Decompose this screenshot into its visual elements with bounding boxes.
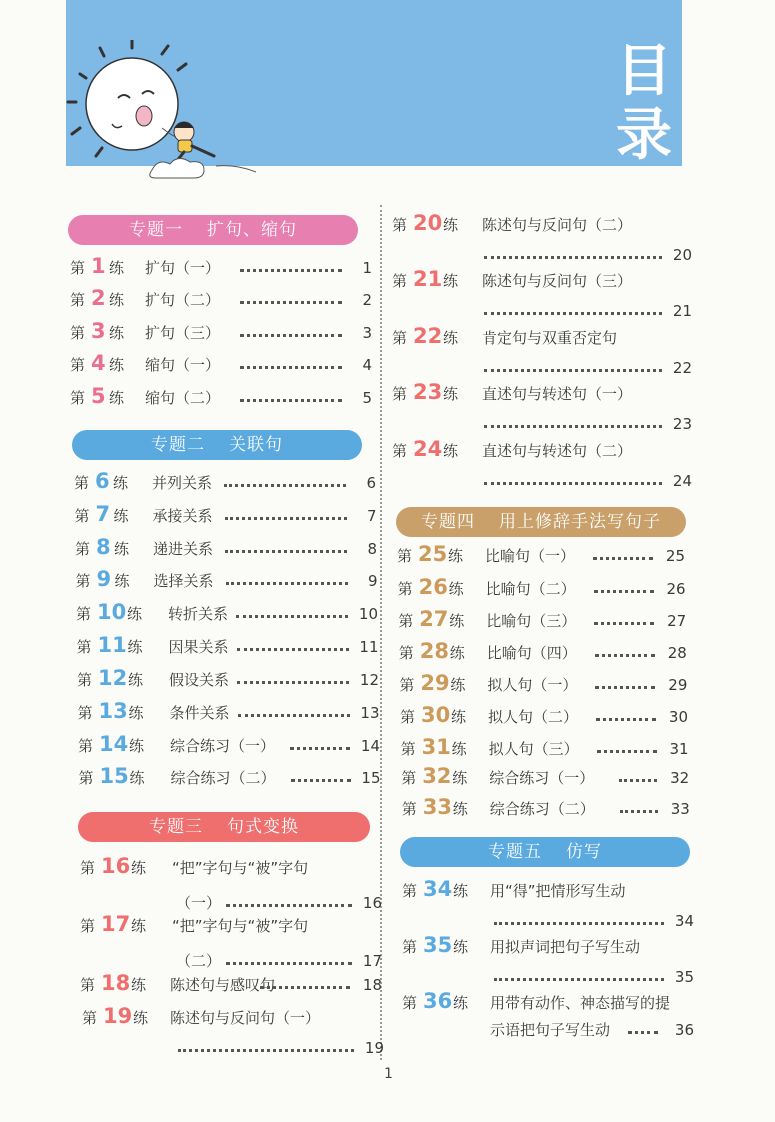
toc-entry[interactable] [398, 608, 698, 634]
exercise-number: 15 [99, 764, 129, 788]
exercise-title: 承接关系 [152, 507, 213, 525]
toc-entry[interactable] [80, 912, 382, 970]
toc-entry[interactable] [402, 796, 702, 822]
toc-entry[interactable] [70, 352, 370, 378]
di-label: 第 [392, 272, 408, 290]
lian-label: 练 [449, 612, 465, 630]
page-ref: 20 [672, 246, 692, 264]
topic-title: 专题四 [421, 512, 475, 532]
leader-dots [260, 986, 350, 989]
leader-dots [240, 334, 342, 337]
lian-label: 练 [449, 644, 465, 662]
leader-dots [484, 256, 662, 259]
toc-entry[interactable] [392, 380, 692, 433]
exercise-number: 13 [98, 699, 128, 723]
page-ref: 26 [666, 580, 686, 598]
page-ref: 6 [366, 474, 376, 492]
exercise-number: 35 [423, 933, 453, 957]
lian-label: 练 [113, 474, 129, 492]
lian-label: 练 [448, 580, 464, 598]
toc-entry[interactable] [399, 672, 699, 698]
exercise-title: 陈述句与反问句（一） [170, 1009, 321, 1027]
lian-label: 练 [452, 800, 468, 818]
exercise-number: 14 [99, 732, 129, 756]
di-label: 第 [70, 291, 86, 309]
exercise-title: 拟人句（二） [488, 708, 579, 726]
lian-label: 练 [131, 859, 147, 877]
page-ref: 11 [359, 638, 379, 656]
di-label: 第 [392, 385, 408, 403]
exercise-number: 23 [413, 380, 443, 404]
lian-label: 练 [109, 356, 125, 374]
page-ref: 19 [364, 1039, 384, 1057]
di-label: 第 [400, 740, 416, 758]
lian-label: 练 [109, 259, 125, 277]
exercise-title: 综合练习（一） [170, 737, 276, 755]
di-label: 第 [392, 329, 408, 347]
exercise-number: 7 [95, 502, 111, 526]
exercise-number: 29 [420, 671, 450, 695]
toc-entry[interactable] [78, 700, 378, 726]
lian-label: 练 [127, 605, 143, 623]
topic-title: 专题五 [488, 842, 542, 862]
toc-entry[interactable] [70, 385, 370, 411]
exercise-number: 20 [413, 211, 443, 235]
di-label: 第 [77, 704, 93, 722]
di-label: 第 [78, 769, 94, 787]
di-label: 第 [400, 708, 416, 726]
exercise-title: 拟人句（三） [488, 740, 579, 758]
di-label: 第 [398, 612, 414, 630]
toc-entry[interactable] [82, 1004, 384, 1057]
di-label: 第 [76, 605, 92, 623]
page-ref: 24 [672, 472, 692, 490]
toc-entry[interactable] [397, 543, 697, 569]
lian-label: 练 [452, 769, 468, 787]
di-label: 第 [77, 671, 93, 689]
exercise-number: 8 [96, 535, 111, 559]
lian-label: 练 [443, 442, 459, 460]
exercise-number: 2 [91, 286, 106, 310]
topic-subtitle: 扩句、缩句 [207, 220, 297, 240]
lian-label: 练 [443, 385, 459, 403]
di-label: 第 [82, 1009, 98, 1027]
exercise-title: 直述句与转述句（一） [482, 385, 633, 403]
leader-dots [619, 779, 657, 782]
page-ref: 25 [665, 547, 685, 565]
page-ref: 30 [668, 708, 688, 726]
leader-dots [628, 1031, 658, 1034]
exercise-title: 并列关系 [152, 474, 213, 492]
exercise-title: 扩句（三） [145, 324, 221, 342]
exercise-number: 16 [101, 854, 131, 878]
page-ref: 5 [362, 389, 372, 407]
lian-label: 练 [131, 976, 147, 994]
lian-label: 练 [113, 507, 129, 525]
lian-label: 练 [133, 1009, 149, 1027]
exercise-number: 33 [422, 795, 453, 819]
exercise-number: 26 [418, 575, 448, 599]
lian-label: 练 [109, 389, 125, 407]
leader-dots [484, 312, 662, 315]
lian-label: 练 [114, 572, 130, 590]
exercise-number: 30 [421, 703, 451, 727]
page-ref: 1 [362, 259, 372, 277]
topic-subtitle: 关联句 [229, 435, 283, 455]
page-ref: 36 [674, 1021, 694, 1039]
exercise-number: 32 [422, 764, 452, 788]
di-label: 第 [402, 938, 418, 956]
toc-entry[interactable] [392, 437, 692, 490]
topic-header [396, 507, 686, 537]
toc-entry[interactable] [80, 854, 382, 912]
exercise-number: 4 [91, 351, 106, 375]
exercise-title: 扩句（一） [145, 259, 221, 277]
lian-label: 练 [109, 324, 125, 342]
exercise-title: 转折关系 [168, 605, 229, 623]
exercise-number: 22 [413, 324, 443, 348]
lian-label: 练 [448, 547, 464, 565]
exercise-number: 27 [419, 607, 449, 631]
toc-entry[interactable] [402, 933, 702, 986]
exercise-number: 25 [418, 542, 448, 566]
exercise-number: 28 [419, 639, 450, 663]
di-label: 第 [80, 859, 96, 877]
di-label: 第 [392, 216, 408, 234]
exercise-number: 31 [421, 735, 451, 759]
lian-label: 练 [451, 708, 467, 726]
exercise-title: 用拟声词把句子写生动 [490, 938, 641, 956]
leader-dots [594, 622, 654, 625]
di-label: 第 [402, 882, 418, 900]
di-label: 第 [398, 644, 414, 662]
di-label: 第 [402, 994, 418, 1012]
exercise-title: 缩句（一） [145, 356, 221, 374]
di-label: 第 [399, 676, 415, 694]
sun-kid-illustration [66, 40, 286, 190]
exercise-title: 肯定句与双重否定句 [482, 329, 618, 347]
exercise-number: 18 [101, 971, 131, 995]
leader-dots [225, 517, 347, 520]
exercise-title: 陈述句与反问句（二） [482, 216, 633, 234]
exercise-title: 用带有动作、神态描写的提 [490, 994, 671, 1012]
topic-header [72, 430, 362, 460]
exercise-title: 缩句（二） [145, 389, 221, 407]
page-ref: 15 [361, 769, 381, 787]
leader-dots [290, 747, 350, 750]
lian-label: 练 [129, 769, 145, 787]
page-ref: 29 [668, 676, 688, 694]
leader-dots [595, 686, 655, 689]
leader-dots [236, 615, 348, 618]
leader-dots [484, 482, 662, 485]
exercise-number: 21 [413, 267, 443, 291]
di-label: 第 [70, 356, 86, 374]
exercise-number: 34 [423, 877, 453, 901]
lian-label: 练 [129, 737, 145, 755]
leader-dots [620, 810, 658, 813]
leader-dots [484, 369, 662, 372]
page-ref: 32 [670, 769, 690, 787]
di-label: 第 [80, 976, 96, 994]
topic-subtitle: 用上修辞手法写句子 [499, 512, 661, 532]
di-label: 第 [70, 324, 86, 342]
exercise-title: 陈述句与反问句（三） [482, 272, 633, 290]
exercise-title: 综合练习（一） [489, 769, 595, 787]
exercise-number: 19 [103, 1004, 133, 1028]
leader-dots [595, 654, 655, 657]
topic-title: 专题一 [129, 220, 183, 240]
leader-dots [226, 962, 352, 965]
page-ref: 18 [362, 976, 382, 994]
exercise-title: 综合练习（二） [489, 800, 595, 818]
title-char: 目 [616, 39, 672, 104]
exercise-title: 综合练习（二） [170, 769, 276, 787]
page-ref: 14 [360, 737, 380, 755]
topic-title: 专题三 [149, 817, 203, 837]
exercise-title: 选择关系 [153, 572, 214, 590]
leader-dots [494, 922, 664, 925]
di-label: 第 [392, 442, 408, 460]
di-label: 第 [401, 800, 417, 818]
lian-label: 练 [443, 329, 459, 347]
leader-dots [594, 590, 654, 593]
topic-title: 专题二 [151, 435, 205, 455]
leader-dots [238, 714, 350, 717]
toc-entry[interactable] [402, 877, 702, 930]
page-ref: 3 [362, 324, 372, 342]
leader-dots [237, 648, 349, 651]
leader-dots [596, 718, 656, 721]
exercise-number: 17 [101, 912, 131, 936]
di-label: 第 [76, 638, 92, 656]
leader-dots [225, 550, 347, 553]
exercise-title: 比喻句（一） [485, 547, 576, 565]
leader-dots [226, 582, 348, 585]
toc-entry[interactable] [401, 765, 701, 791]
leader-dots [224, 484, 346, 487]
exercise-number: 36 [423, 989, 453, 1013]
exercise-title-line2: 示语把句子写生动 [490, 1021, 611, 1039]
leader-dots [226, 904, 352, 907]
toc-entry[interactable] [392, 211, 692, 264]
di-label: 第 [74, 507, 90, 525]
page-ref: 31 [669, 740, 689, 758]
exercise-title: 陈述句与感叹句 [170, 976, 276, 994]
leader-dots [291, 779, 351, 782]
toc-entry[interactable] [79, 765, 379, 791]
page-ref: 34 [674, 912, 694, 930]
toc-entry[interactable] [70, 255, 370, 281]
page-ref: 7 [366, 507, 377, 525]
di-label: 第 [401, 769, 417, 787]
exercise-number: 11 [97, 633, 127, 657]
di-label: 第 [74, 474, 90, 492]
toc-entry[interactable] [392, 267, 692, 320]
exercise-title: 假设关系 [169, 671, 230, 689]
topic-subtitle: 仿写 [566, 842, 602, 862]
toc-entry[interactable] [75, 503, 375, 529]
exercise-number: 24 [413, 437, 443, 461]
page-ref: 12 [359, 671, 379, 689]
exercise-title-line2: （一） [176, 894, 222, 912]
exercise-number: 9 [96, 567, 112, 591]
page-number: 1 [384, 1066, 393, 1082]
toc-entry[interactable] [77, 634, 377, 660]
exercise-number: 6 [95, 469, 110, 493]
exercise-title: 比喻句（二） [485, 580, 576, 598]
di-label: 第 [80, 917, 96, 935]
page-ref: 28 [667, 644, 687, 662]
leader-dots [494, 978, 664, 981]
di-label: 第 [75, 540, 91, 558]
page-ref: 17 [362, 952, 382, 970]
page-ref: 9 [367, 572, 378, 590]
leader-dots [240, 399, 342, 402]
toc-entry[interactable] [398, 576, 698, 602]
lian-label: 练 [443, 272, 459, 290]
page-ref: 13 [360, 704, 380, 722]
page-ref: 10 [358, 605, 378, 623]
lian-label: 练 [450, 676, 466, 694]
topic-header [68, 215, 358, 245]
di-label: 第 [78, 737, 94, 755]
leader-dots [593, 557, 653, 560]
exercise-title: 比喻句（三） [486, 612, 577, 630]
leader-dots [178, 1049, 354, 1052]
leader-dots [240, 366, 342, 369]
exercise-number: 5 [91, 384, 106, 408]
toc-entry[interactable] [76, 568, 376, 594]
page-ref: 16 [362, 894, 382, 912]
lian-label: 练 [127, 638, 143, 656]
exercise-title: 用“得”把情形写生动 [490, 882, 626, 900]
toc-entry[interactable] [74, 470, 374, 496]
exercise-title: “把”字句与“被”字句 [172, 917, 309, 935]
lian-label: 练 [131, 917, 147, 935]
exercise-title: 因果关系 [168, 638, 229, 656]
di-label: 第 [75, 572, 91, 590]
topic-header [78, 812, 370, 842]
di-label: 第 [397, 547, 413, 565]
page-ref: 8 [367, 540, 377, 558]
toc-entry[interactable] [80, 972, 380, 998]
di-label: 第 [70, 259, 86, 277]
toc-entry[interactable] [392, 324, 692, 377]
leader-dots [240, 269, 342, 272]
lian-label: 练 [453, 882, 469, 900]
toc-entry[interactable] [401, 736, 701, 762]
lian-label: 练 [443, 216, 459, 234]
page-ref: 23 [672, 415, 692, 433]
page-ref: 21 [672, 302, 692, 320]
lian-label: 练 [453, 994, 469, 1012]
toc-entry[interactable] [77, 667, 377, 693]
page-ref: 4 [362, 356, 372, 374]
topic-subtitle: 句式变换 [227, 817, 299, 837]
toc-entry[interactable] [75, 536, 375, 562]
toc-entry[interactable] [400, 704, 700, 730]
toc-entry[interactable] [70, 287, 370, 313]
toc-entry[interactable] [76, 601, 376, 627]
topic-header [400, 837, 690, 867]
page-ref: 2 [362, 291, 372, 309]
exercise-title-line2: （二） [176, 952, 222, 970]
toc-entry[interactable] [402, 989, 702, 1039]
exercise-number: 1 [91, 254, 106, 278]
column-divider [380, 205, 382, 1060]
leader-dots [237, 681, 349, 684]
page-title [612, 40, 676, 168]
page-ref: 35 [674, 968, 694, 986]
exercise-title: 递进关系 [153, 540, 214, 558]
lian-label: 练 [453, 938, 469, 956]
toc-entry[interactable] [399, 640, 699, 666]
lian-label: 练 [114, 540, 130, 558]
exercise-title: 条件关系 [169, 704, 230, 722]
leader-dots [484, 425, 662, 428]
toc-entry[interactable] [78, 733, 378, 759]
lian-label: 练 [128, 704, 144, 722]
exercise-title: 直述句与转述句（二） [482, 442, 633, 460]
exercise-number: 10 [97, 600, 127, 624]
exercise-number: 12 [98, 666, 128, 690]
exercise-title: 拟人句（一） [487, 676, 578, 694]
lian-label: 练 [128, 671, 144, 689]
leader-dots [597, 750, 657, 753]
page-ref: 22 [672, 359, 692, 377]
page-ref: 27 [667, 612, 687, 630]
title-char: 录 [616, 103, 672, 168]
di-label: 第 [397, 580, 413, 598]
lian-label: 练 [109, 291, 125, 309]
exercise-title: 比喻句（四） [486, 644, 577, 662]
exercise-title: “把”字句与“被”字句 [172, 859, 309, 877]
lian-label: 练 [451, 740, 467, 758]
leader-dots [240, 301, 342, 304]
toc-entry[interactable] [70, 320, 370, 346]
page-ref: 33 [670, 800, 690, 818]
di-label: 第 [70, 389, 86, 407]
exercise-title: 扩句（二） [145, 291, 221, 309]
exercise-number: 3 [91, 319, 106, 343]
